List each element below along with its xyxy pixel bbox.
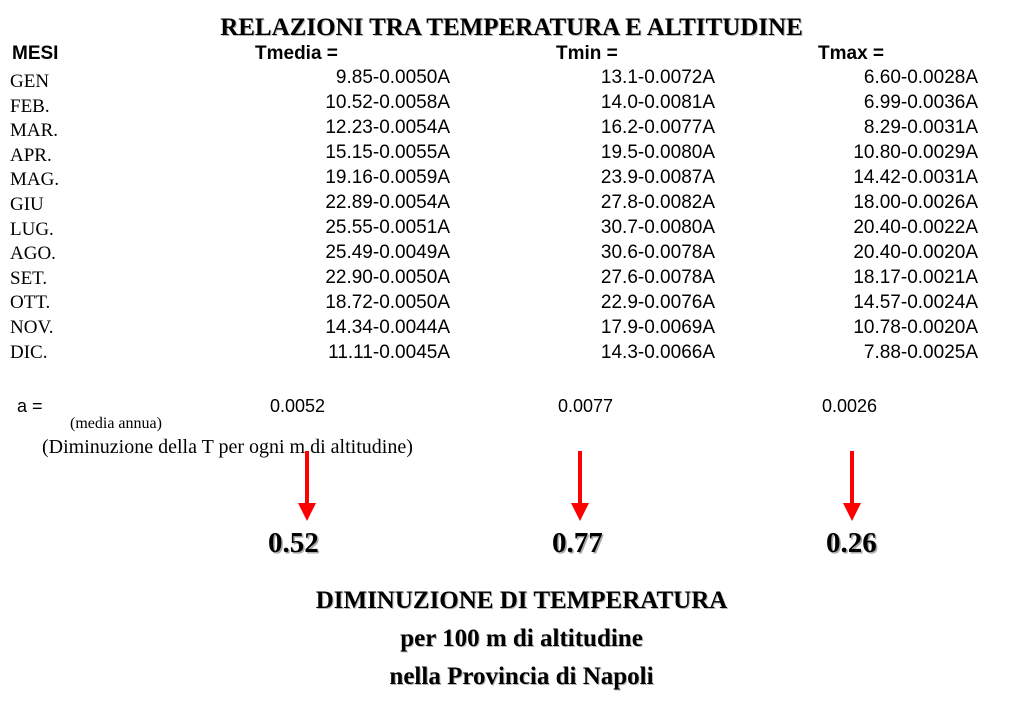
tmin-formula: 27.6-0.0078A <box>600 267 715 288</box>
tmax-formula: 18.00-0.0026A <box>853 192 978 213</box>
tmin-formula: 27.8-0.0082A <box>600 192 715 213</box>
tmin-formula: 14.0-0.0081A <box>600 92 715 113</box>
tmax-formula: 8.29-0.0031A <box>863 117 978 138</box>
per100-tmedia-value: 0.52 <box>268 527 319 559</box>
tmedia-formula: 18.72-0.0050A <box>325 292 450 313</box>
tmin-formula: 22.9-0.0076A <box>600 292 715 313</box>
month-label: LUG. <box>10 218 54 240</box>
page-title: RELAZIONI TRA TEMPERATURA E ALTITUDINE <box>220 14 803 41</box>
month-label: DIC. <box>10 341 48 363</box>
header-tmax: Tmax = <box>818 43 885 64</box>
down-arrow-icon <box>840 451 864 523</box>
header-tmin: Tmin = <box>556 43 618 64</box>
months-column <box>10 70 59 365</box>
month-label: GEN <box>10 71 50 92</box>
tmedia-formula: 9.85-0.0050A <box>335 67 450 88</box>
tmedia-formula: 22.90-0.0050A <box>325 267 450 288</box>
tmedia-formula: 25.55-0.0051A <box>325 217 450 238</box>
annual-sublabel: (media annua) <box>70 415 162 432</box>
tmin-formula: 30.7-0.0080A <box>600 217 715 238</box>
tmedia-column <box>325 65 450 365</box>
header-mesi: MESI <box>12 43 59 64</box>
annual-tmedia-value: 0.0052 <box>270 396 326 416</box>
tmax-formula: 20.40-0.0020A <box>853 242 978 263</box>
month-label: NOV. <box>10 316 54 338</box>
tmin-formula: 16.2-0.0077A <box>600 117 715 138</box>
tmin-formula: 17.9-0.0069A <box>600 317 715 338</box>
tmin-column <box>601 65 715 365</box>
tmedia-formula: 14.34-0.0044A <box>325 317 450 338</box>
tmedia-formula: 12.23-0.0054A <box>325 117 450 138</box>
tmax-formula: 18.17-0.0021A <box>853 267 978 288</box>
tmax-formula: 7.88-0.0025A <box>863 342 978 363</box>
annual-tmax-value: 0.0026 <box>822 396 878 416</box>
month-label: MAR. <box>10 120 59 142</box>
annual-tmin-value: 0.0077 <box>558 396 614 416</box>
tmedia-formula: 25.49-0.0049A <box>325 242 450 263</box>
month-label: OTT. <box>10 292 51 314</box>
tmedia-formula: 10.52-0.0058A <box>325 92 450 113</box>
tmedia-formula: 19.16-0.0059A <box>325 167 450 188</box>
down-arrow-icon <box>295 451 319 523</box>
tmax-formula: 14.42-0.0031A <box>853 167 978 188</box>
header-tmedia: Tmedia = <box>255 43 338 64</box>
month-label: MAG. <box>10 169 60 191</box>
month-label: AGO. <box>10 243 56 265</box>
tmedia-formula: 22.89-0.0054A <box>325 192 450 213</box>
tmin-formula: 13.1-0.0072A <box>600 67 715 88</box>
tmin-formula: 23.9-0.0087A <box>600 167 715 188</box>
month-label: SET. <box>10 267 48 289</box>
tmax-column <box>853 65 978 365</box>
tmin-formula: 30.6-0.0078A <box>600 242 715 263</box>
month-label: GIU <box>10 193 44 215</box>
footer-heading <box>0 582 1023 696</box>
annual-label: a = <box>17 396 43 416</box>
down-arrow-icon <box>568 451 592 523</box>
footer-line-1: DIMINUZIONE DI TEMPERATURA <box>315 587 728 614</box>
footer-line-2: per 100 m di altitudine <box>400 625 643 652</box>
tmin-formula: 19.5-0.0080A <box>600 142 715 163</box>
tmax-formula: 10.80-0.0029A <box>853 142 978 163</box>
note-text: (Diminuzione della T per ogni m di altitudine) <box>42 436 413 458</box>
month-label: FEB. <box>10 95 50 117</box>
tmax-formula: 6.99-0.0036A <box>863 92 978 113</box>
month-label: APR. <box>10 144 52 166</box>
per100-tmin-value: 0.77 <box>552 527 603 559</box>
tmax-formula: 14.57-0.0024A <box>853 292 978 313</box>
tmin-formula: 14.3-0.0066A <box>600 342 715 363</box>
tmedia-formula: 11.11-0.0045A <box>328 342 450 363</box>
tmax-formula: 10.78-0.0020A <box>853 317 978 338</box>
footer-line-3: nella Provincia di Napoli <box>389 663 654 690</box>
tmedia-formula: 15.15-0.0055A <box>325 142 450 163</box>
per100-tmax-value: 0.26 <box>826 527 877 559</box>
tmax-formula: 20.40-0.0022A <box>853 217 978 238</box>
tmax-formula: 6.60-0.0028A <box>863 67 978 88</box>
